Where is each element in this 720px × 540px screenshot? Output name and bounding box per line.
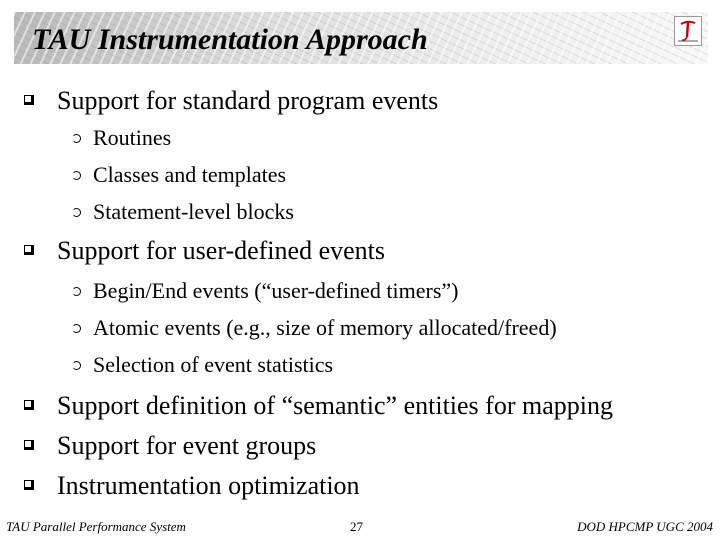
list-item-text: Support for event groups bbox=[57, 431, 317, 460]
page-number: 27 bbox=[350, 519, 363, 534]
title-bar bbox=[14, 12, 708, 64]
circle-bullet-icon bbox=[72, 208, 81, 217]
footer-left-text: TAU Parallel Performance System bbox=[6, 519, 186, 534]
slide-title: TAU Instrumentation Approach bbox=[32, 23, 428, 56]
circle-bullet-icon bbox=[72, 171, 81, 180]
square-bullet-icon bbox=[24, 245, 34, 255]
sub-item-text: Classes and templates bbox=[93, 162, 287, 187]
list-item-text: Support for standard program events bbox=[57, 86, 439, 115]
tau-logo-icon bbox=[674, 16, 702, 46]
square-bullet-icon bbox=[24, 480, 34, 490]
sub-item-text: Atomic events (e.g., size of memory allocated/freed) bbox=[93, 315, 557, 340]
circle-bullet-icon bbox=[72, 134, 81, 143]
circle-bullet-icon bbox=[72, 287, 81, 296]
sub-item-text: Begin/End events (“user-defined timers”) bbox=[93, 278, 459, 303]
list-item-text: Support for user-defined events bbox=[57, 236, 385, 265]
square-bullet-icon bbox=[24, 95, 34, 105]
square-bullet-icon bbox=[24, 440, 34, 450]
square-bullet-icon bbox=[24, 400, 34, 410]
footer-right-text: DOD HPCMP UGC 2004 bbox=[577, 519, 713, 534]
list-item-text: Support definition of “semantic” entities for mapping bbox=[57, 391, 613, 420]
sub-item-text: Routines bbox=[93, 125, 172, 150]
sub-item-text: Statement-level blocks bbox=[93, 199, 294, 224]
circle-bullet-icon bbox=[72, 324, 81, 333]
circle-bullet-icon bbox=[72, 361, 81, 370]
list-item-text: Instrumentation optimization bbox=[57, 471, 360, 500]
sub-item-text: Selection of event statistics bbox=[93, 352, 334, 377]
